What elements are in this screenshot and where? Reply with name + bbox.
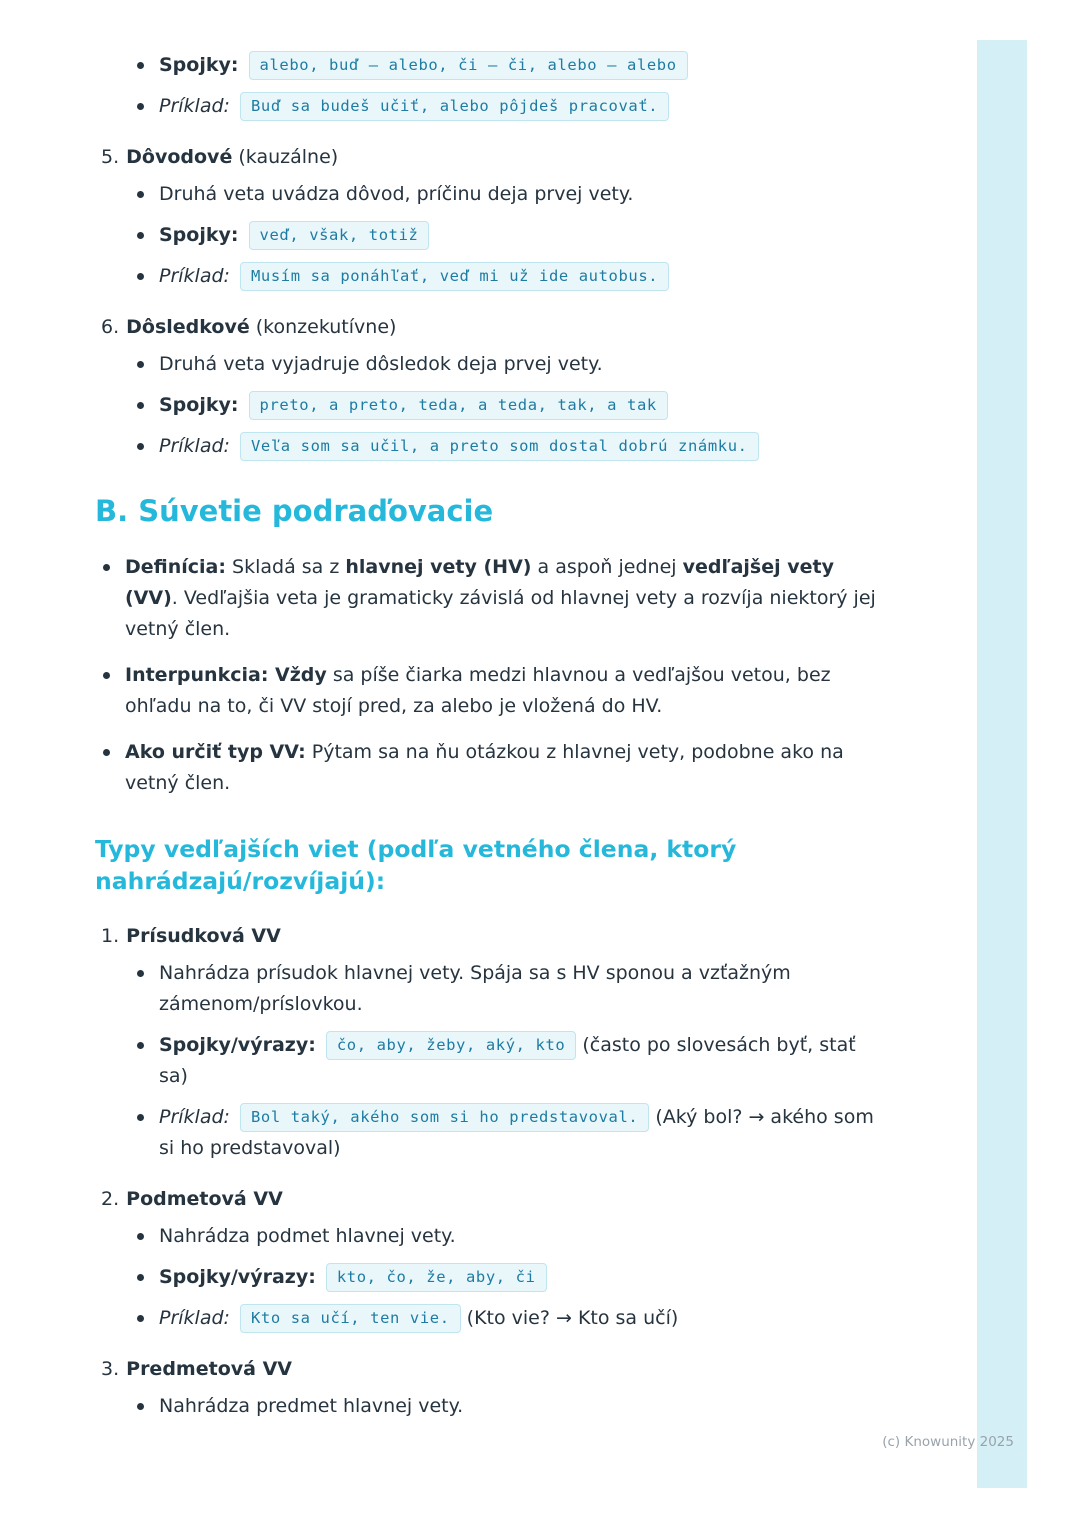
bullet-description: Nahrádza podmet hlavnej vety. [129,1221,887,1252]
document-content [95,50,887,1432]
spojky-label: Spojky/výrazy: [159,1266,316,1288]
definicia-text-3: . Vedľajšia veta je gramaticky závislá od hlavnej vety a rozvíja niektorý jej vetný člen. [125,587,876,640]
priklad-label: Príklad: [159,265,230,287]
item-heading [95,1354,887,1385]
item-details [129,958,887,1164]
section-dovodove [95,142,887,292]
priklad-label: Príklad: [159,1307,230,1329]
item-title: Dôvodové [126,146,233,168]
section-dosledkove [95,312,887,462]
priklad-code-chip: Veľa som sa učil, a preto som dostal dobrú známku. [240,432,759,461]
spojky-code-chip: alebo, buď – alebo, či – či, alebo – alebo [249,51,688,80]
bullet-spojky [129,220,887,251]
priklad-label: Príklad: [159,435,230,457]
priklad-note: (Kto vie? → Kto sa učí) [460,1307,679,1329]
item-title: Prísudková VV [126,925,281,947]
item-details [129,1391,887,1422]
bullet-priklad [129,91,887,122]
bullet-description: Nahrádza prísudok hlavnej vety. Spája sa s HV sponou a vzťažným zámenom/príslovkou. [129,958,887,1020]
definicia-bold-vv: vedľajšej vety (VV) [125,556,834,609]
item-number: 5. [101,146,120,168]
priklad-note: (Aký bol? → akého som si ho predstavoval) [159,1106,874,1159]
bullet-description: Druhá veta uvádza dôvod, príčinu deja prvej vety. [129,179,887,210]
priklad-code-chip: Bol taký, akého som si ho predstavoval. [240,1103,649,1132]
bullet-description: Druhá veta vyjadruje dôsledok deja prvej vety. [129,349,887,380]
bullet-spojky [129,1030,887,1092]
item-title-note: (kauzálne) [232,146,339,168]
item-title-note: (konzekutívne) [249,316,397,338]
item-number: 3. [101,1358,120,1380]
section-podmetova-vv [95,1184,887,1334]
bullet-spojky [129,50,887,81]
ako-urcit-label: Ako určiť typ VV: [125,741,306,763]
item-heading [95,921,887,952]
definicia-text-2: a aspoň jednej [531,556,683,578]
types-heading: Typy vedľajších viet (podľa vetného člena, ktorý nahrádzajú/rozvíjajú): [95,835,737,895]
section-prisudkova-vv [95,921,887,1164]
priklad-code-chip: Buď sa budeš učiť, alebo pôjdeš pracovať. [240,92,669,121]
bullet-priklad [129,1102,887,1164]
priklad-label: Príklad: [159,1106,230,1128]
item-details [129,1221,887,1334]
interpunkcia-text: sa píše čiarka medzi hlavnou a vedľajšou vetou, bez ohľadu na to, či VV stojí pred, za alebo je vložená do HV. [125,664,831,717]
item-details [129,179,887,292]
decorative-side-stripe [977,40,1027,1488]
item-heading [95,312,887,343]
spojky-code-chip: veď, však, totiž [249,221,430,250]
item-number: 2. [101,1188,120,1210]
bullet-description: Nahrádza predmet hlavnej vety. [129,1391,887,1422]
item-title: Dôsledkové [126,316,250,338]
priklad-code-chip: Musím sa ponáhľať, veď mi už ide autobus. [240,262,669,291]
bullet-spojky [129,1262,887,1293]
copyright-watermark: (c) Knowunity 2025 [882,1434,1014,1450]
coordinating-item-details [129,50,887,122]
interpunkcia-label: Interpunkcia: Vždy [125,664,327,686]
section-b-heading: B. Súvetie podraďovacie [95,494,494,528]
item-heading [95,142,887,173]
item-number: 1. [101,925,120,947]
ako-urcit-text: Pýtam sa na ňu otázkou z hlavnej vety, podobne ako na vetný člen. [125,741,844,794]
priklad-code-chip: Kto sa učí, ten vie. [240,1304,461,1333]
priklad-label: Príklad: [159,95,230,117]
spojky-code-chip: kto, čo, že, aby, či [326,1263,547,1292]
spojky-code-chip: preto, a preto, teda, a teda, tak, a tak [249,391,668,420]
item-title: Podmetová VV [126,1188,283,1210]
section-predmetova-vv [95,1354,887,1422]
bullet-spojky [129,390,887,421]
spojky-note: (často po slovesách byť, stať sa) [159,1034,856,1087]
definicia-text-1: Skladá sa z [225,556,346,578]
definicia-label: Definícia: [125,556,226,578]
item-heading [95,1184,887,1215]
spojky-label: Spojky: [159,54,239,76]
item-number: 6. [101,316,120,338]
spojky-label: Spojky/výrazy: [159,1034,316,1056]
bullet-priklad [129,261,887,292]
bullet-ako-urcit [95,737,887,799]
item-title: Predmetová VV [126,1358,292,1380]
bullet-interpunkcia [95,660,887,722]
item-details [129,349,887,462]
bullet-priklad [129,431,887,462]
definicia-bold-hv: hlavnej vety (HV) [345,556,532,578]
spojky-label: Spojky: [159,394,239,416]
bullet-definicia [95,552,887,645]
bullet-priklad [129,1303,887,1334]
section-b-points [95,552,887,799]
spojky-code-chip: čo, aby, žeby, aký, kto [326,1031,576,1060]
spojky-label: Spojky: [159,224,239,246]
